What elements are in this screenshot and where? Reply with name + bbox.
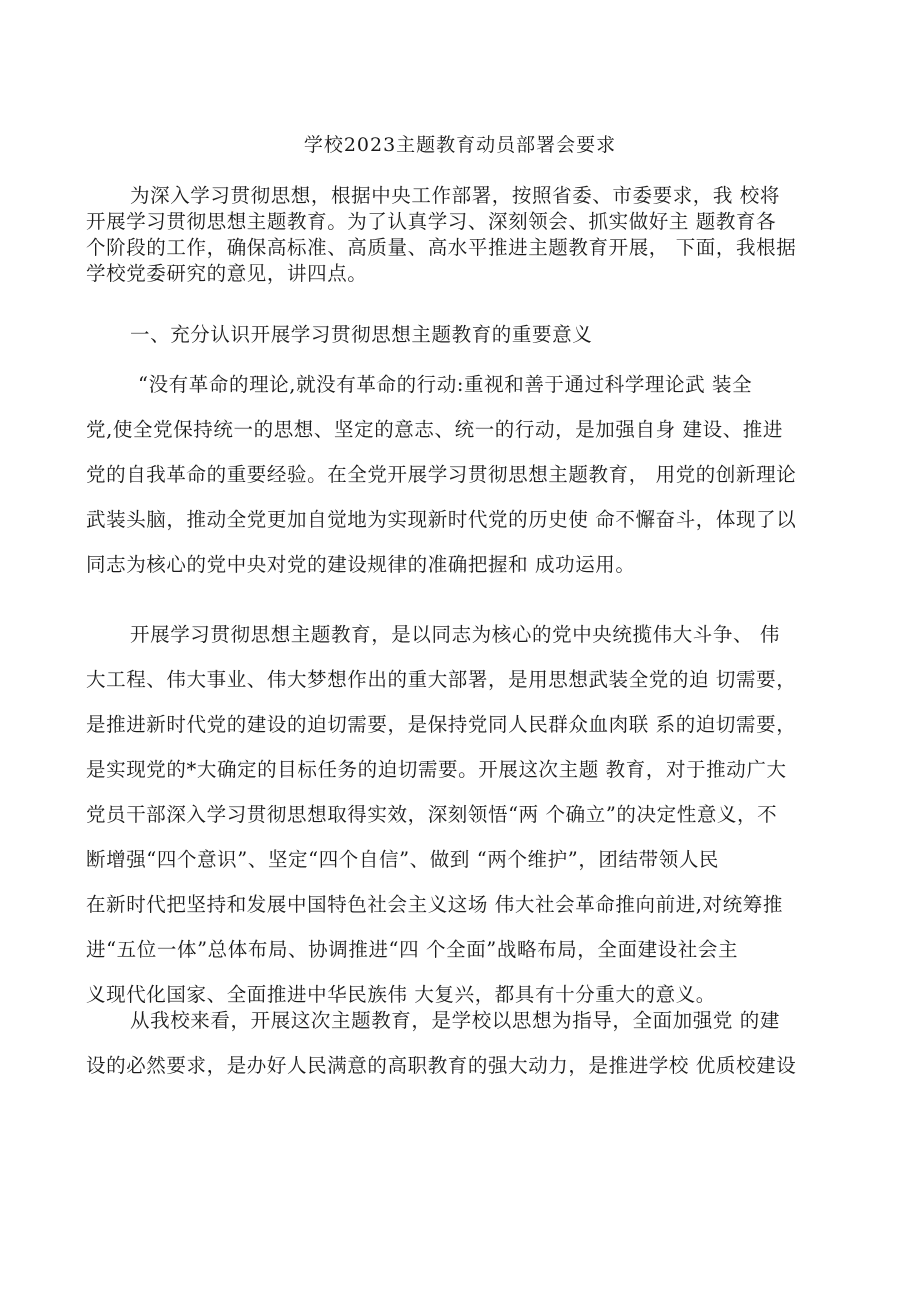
- paragraph-line: 设的必然要求，是办好人民满意的高职教育的强大动力，是推进学校 优质校建设: [86, 1054, 797, 1077]
- paragraph-line: 党员干部深入学习贯彻思想取得实效，深刻领悟“两 个确立”的决定性意义，不: [86, 803, 778, 826]
- paragraph-line: 在新时代把坚持和发展中国特色社会主义这场 伟大社会革命推向前进,对统筹推: [86, 893, 783, 916]
- paragraph-line: 是推进新时代党的建设的迫切需要，是保持党同人民群众血肉联 系的迫切需要，: [86, 713, 797, 736]
- paragraph-line: 党,使全党保持统一的思想、坚定的意志、统一的行动，是加强自身 建设、推进: [86, 418, 783, 441]
- paragraph-line: “没有革命的理论,就没有革命的行动:重视和善于通过科学理论武 装全: [138, 373, 753, 396]
- intro-paragraph: [86, 183, 846, 287]
- section-heading: [86, 322, 846, 348]
- paragraph-line: 党的自我革命的重要经验。在全党开展学习贯彻思想主题教育， 用党的创新理论: [86, 463, 797, 486]
- paragraph-3: [86, 1008, 846, 1098]
- document-title: 学校2023主题教育动员部署会要求: [303, 134, 617, 156]
- paragraph-line: 大工程、伟大事业、伟大梦想作出的重大部署，是用思想武装全党的迫 切需要，: [86, 668, 797, 691]
- intro-line: 为深入学习贯彻思想，根据中央工作部署，按照省委、市委要求，我 校将: [130, 184, 780, 207]
- intro-line: 开展学习贯彻思想主题教育。为了认真学习、深刻领会、抓实做好主 题教育各: [86, 210, 777, 233]
- paragraph-line: 同志为核心的党中央对党的建设规律的准确把握和 成功运用。: [86, 553, 636, 576]
- paragraph-line: 开展学习贯彻思想主题教育，是以同志为核心的党中央统揽伟大斗争、 伟: [130, 623, 780, 646]
- paragraph-2: [86, 622, 846, 1027]
- paragraph-line: 义现代化国家、全面推进中华民族伟 大复兴，都具有十分重大的意义。: [86, 983, 716, 1006]
- paragraph-1: [86, 372, 846, 597]
- intro-line: 学校党委研究的意见，讲四点。: [86, 262, 368, 285]
- intro-line: 个阶段的工作，确保高标准、高质量、高水平推进主题教育开展， 下面，我根据: [86, 236, 797, 259]
- paragraph-line: 武装头脑，推动全党更加自觉地为实现新时代党的历史使 命不懈奋斗，体现了以: [86, 508, 797, 531]
- paragraph-line: 从我校来看，开展这次主题教育，是学校以思想为指导，全面加强党 的建: [130, 1009, 780, 1032]
- section-heading-text: 一、充分认识开展学习贯彻思想主题教育的重要意义: [130, 323, 593, 346]
- paragraph-line: 是实现党的*大确定的目标任务的迫切需要。开展这次主题 教育，对于推动广大: [86, 758, 787, 781]
- paragraph-line: 断增强“四个意识”、坚定“四个自信”、做到 “两个维护”，团结带领人民: [86, 848, 720, 871]
- paragraph-line: 进“五位一体”总体布局、协调推进“四 个全面”战略布局，全面建设社会主: [86, 938, 739, 961]
